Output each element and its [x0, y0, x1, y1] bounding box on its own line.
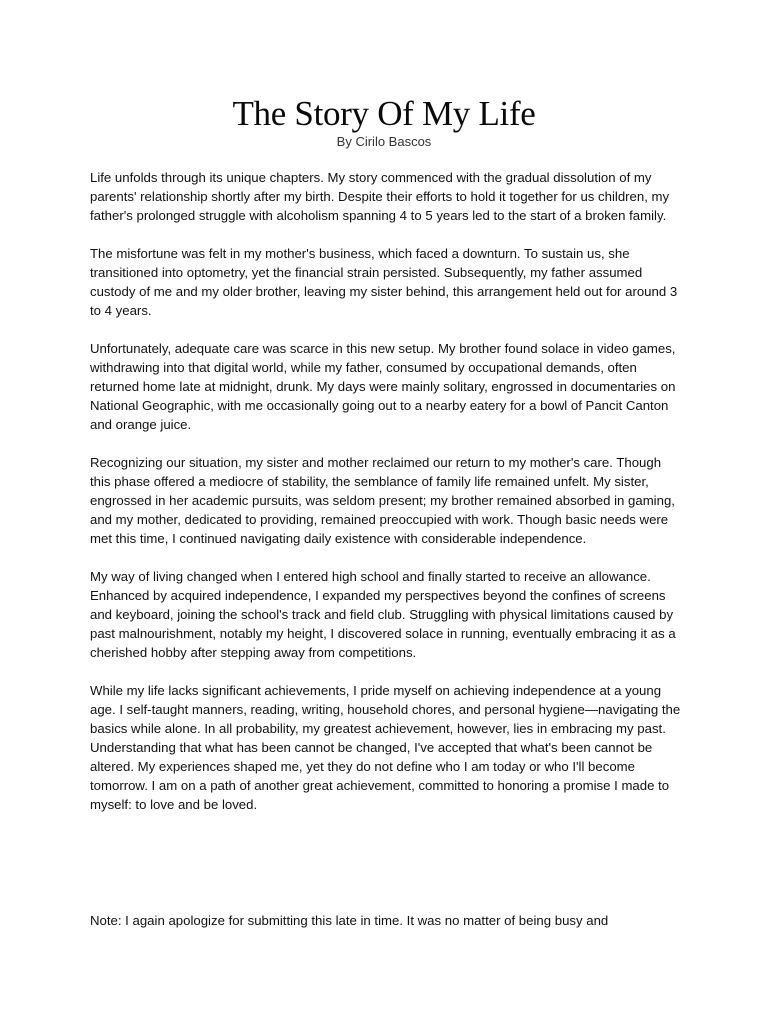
document-byline: By Cirilo Bascos — [336, 134, 432, 149]
document-body — [90, 168, 682, 833]
paragraph: While my life lacks significant achievements, I pride myself on achieving independence at a young age. I self-taught manners, reading, writing, household chores, and personal hygiene—navigating the basics while alone. In all probability, my greatest achievement, however, lies in embracing my past. Understanding that what has been cannot be changed, I've accepted that what's been cannot be altered. My experiences shaped me, yet they do not define who I am today or who I'll become tomorrow. I am on a path of another great achievement, committed to honoring a promise I made to myself: to love and be loved. — [90, 683, 681, 812]
paragraph: Unfortunately, adequate care was scarce in this new setup. My brother found solace in video games, withdrawing into that digital world, while my father, consumed by occupational demands, often returned home late at midnight, drunk. My days were mainly solitary, engrossed in documentaries on National Geographic, with me occasionally going out to a nearby eatery for a bowl of Pancit Canton and orange juice. — [90, 341, 676, 432]
document-title: The Story Of My Life — [232, 94, 536, 133]
paragraph: The misfortune was felt in my mother's business, which faced a downturn. To sustain us, she transitioned into optometry, yet the financial strain persisted. Subsequently, my father assumed custody of me and my older brother, leaving my sister behind, this arrangement held out for around 3 to 4 years. — [90, 246, 678, 318]
paragraph: Recognizing our situation, my sister and mother reclaimed our return to my mother's care. Though this phase offered a mediocre of stability, the semblance of family life remained unfelt. My sister, engrossed in her academic pursuits, was seldom present; my brother remained absorbed in gaming, and my mother, dedicated to providing, remained preoccupied with work. Though basic needs were met this time, I continued navigating daily existence with considerable independence. — [90, 455, 675, 546]
paragraph: My way of living changed when I entered high school and finally started to receive an allowance. Enhanced by acquired independence, I expanded my perspectives beyond the confines of screens and keyboard, joining the school's track and field club. Struggling with physical limitations caused by past malnourishment, notably my height, I discovered solace in running, eventually embracing it as a cherished hobby after stepping away from competitions. — [90, 569, 676, 660]
paragraph: Life unfolds through its unique chapters. My story commenced with the gradual dissolution of my parents' relationship shortly after my birth. Despite their efforts to hold it together for us children, my father's prolonged struggle with alcoholism spanning 4 to 5 years led to the start of a broken family. — [90, 170, 670, 223]
document-note: Note: I again apologize for submitting this late in time. It was no matter of being busy and — [90, 913, 609, 928]
